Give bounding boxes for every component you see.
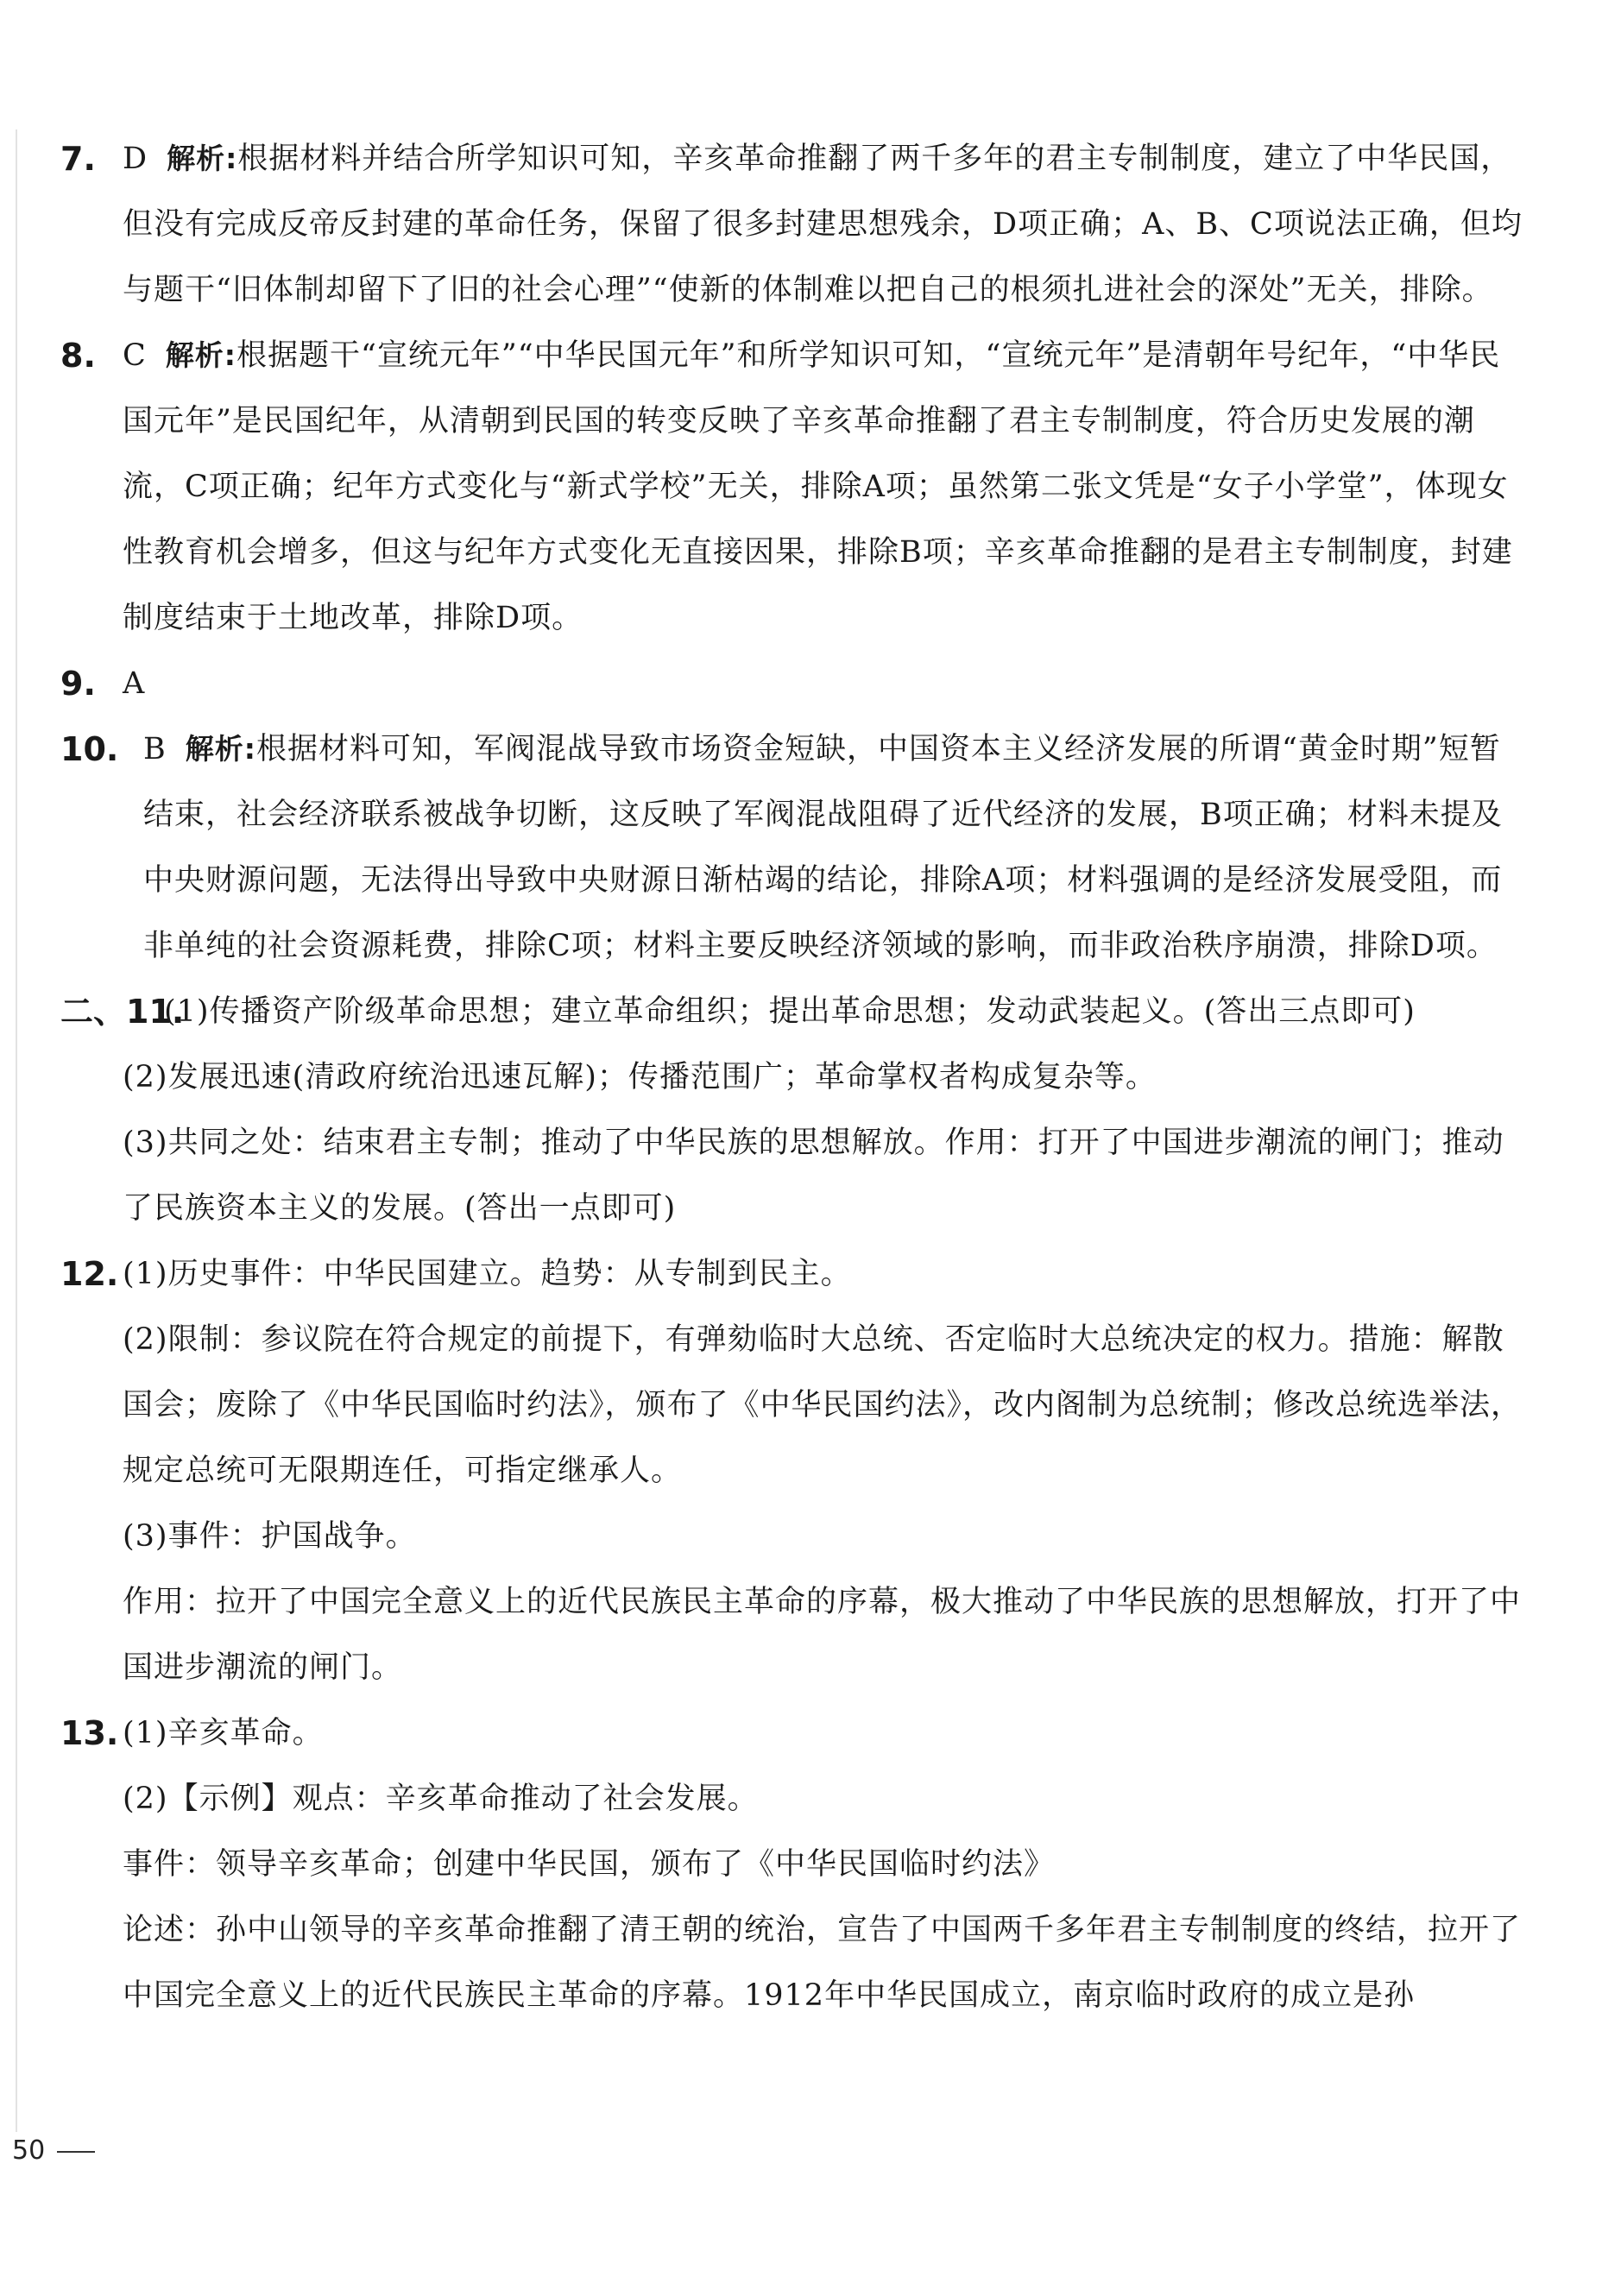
analysis-label: 解析: [165, 338, 237, 372]
answer-part-3: (3)共同之处：结束君主专制；推动了中华民族的思想解放。作用：打开了中国进步潮流的闸门；推动了民族资本主义的发展。(答出一点即可) [123, 1126, 1504, 1226]
question-7 [60, 126, 1528, 323]
question-number: 9. [60, 665, 96, 703]
analysis-label: 解析: [167, 142, 238, 175]
question-number: 8. [60, 337, 96, 375]
answer-part-1: (1)传播资产阶级革命思想；建立革命组织；提出革命思想；发动武装起义。(答出三点即可) [164, 994, 1416, 1029]
question-8 [60, 323, 1528, 651]
question-number: 10. [60, 730, 119, 768]
answer-part-1: (1)历史事件：中华民国建立。趋势：从专制到民主。 [123, 1257, 852, 1291]
answer-letter: A [123, 666, 146, 701]
answer-part-2-argument: 论述：孙中山领导的辛亥革命推翻了清王朝的统治，宣告了中国两千多年君主专制制度的终结，拉开了中国完全意义上的近代民族民主革命的序幕。1912年中华民国成立，南京临时政府的成立是孙 [123, 1913, 1522, 2013]
question-number: 13. [60, 1714, 119, 1752]
answer-part-2: (2)【示例】观点：辛亥革命推动了社会发展。 [123, 1782, 759, 1816]
question-10 [60, 716, 1528, 979]
margin-line [16, 129, 17, 2132]
answer-part-2: (2)限制：参议院在符合规定的前提下，有弹劾临时大总统、否定临时大总统决定的权力。措施：解散国会；废除了《中华民国临时约法》，颁布了《中华民国约法》，改内阁制为总统制；修改总统选举法，规定总统可无限期连任，可指定继承人。 [123, 1322, 1523, 1488]
answer-part-3: (3)事件：护国战争。 [123, 1519, 417, 1554]
question-13 [60, 1700, 1528, 2028]
footer-rule [57, 2151, 95, 2153]
question-number: 7. [60, 140, 96, 178]
analysis-label: 解析: [185, 732, 256, 766]
question-11 [60, 979, 1528, 1241]
question-9 [60, 651, 1528, 716]
analysis-text: 根据材料并结合所学知识可知，辛亥革命推翻了两千多年的君主专制制度，建立了中华民国，但没有完成反帝反封建的革命任务，保留了很多封建思想残余，D项正确；A、B、C项说法正确，但均与题干“旧体制却留下了旧的社会心理”“使新的体制难以把自己的根须扎进社会的深处”无关，排除。 [123, 142, 1523, 307]
question-number: 二、11. [60, 993, 185, 1031]
answer-part-3-effect: 作用：拉开了中国完全意义上的近代民族民主革命的序幕，极大推动了中华民族的思想解放，打开了中国进步潮流的闸门。 [123, 1585, 1522, 1685]
answer-part-2: (2)发展迅速(清政府统治迅速瓦解)；传播范围广；革命掌权者构成复杂等。 [123, 1060, 1157, 1094]
page-footer [12, 2135, 95, 2166]
analysis-text: 根据题干“宣统元年”“中华民国元年”和所学知识可知，“宣统元年”是清朝年号纪年，“中华民国元年”是民国纪年，从清朝到民国的转变反映了辛亥革命推翻了君主专制制度，符合历史发展的潮流，C项正确；纪年方式变化与“新式学校”无关，排除A项；虽然第二张文凭是“女子小学堂”，体现女性教育机会增多，但这与纪年方式变化无直接因果，排除B项；辛亥革命推翻的是君主专制制度，封建制度结束于土地改革，排除D项。 [123, 338, 1513, 635]
answer-part-2-event: 事件：领导辛亥革命；创建中华民国，颁布了《中华民国临时约法》 [123, 1847, 1056, 1882]
answer-part-1: (1)辛亥革命。 [123, 1716, 324, 1750]
page-number: 50 [12, 2135, 46, 2166]
question-number: 12. [60, 1255, 119, 1293]
analysis-text: 根据材料可知，军阀混战导致市场资金短缺，中国资本主义经济发展的所谓“黄金时期”短暂结束，社会经济联系被战争切断，这反映了军阀混战阻碍了近代经济的发展，B项正确；材料未提及中央财源问题，无法得出导致中央财源日渐枯竭的结论，排除A项；材料强调的是经济发展受阻，而非单纯的社会资源耗费，排除C项；材料主要反映经济领域的影响，而非政治秩序崩溃，排除D项。 [143, 732, 1503, 963]
answer-page [60, 126, 1528, 2028]
answer-letter: C [123, 338, 147, 373]
question-12 [60, 1241, 1528, 1700]
answer-letter: D [123, 142, 148, 176]
answer-letter: B [143, 732, 167, 766]
